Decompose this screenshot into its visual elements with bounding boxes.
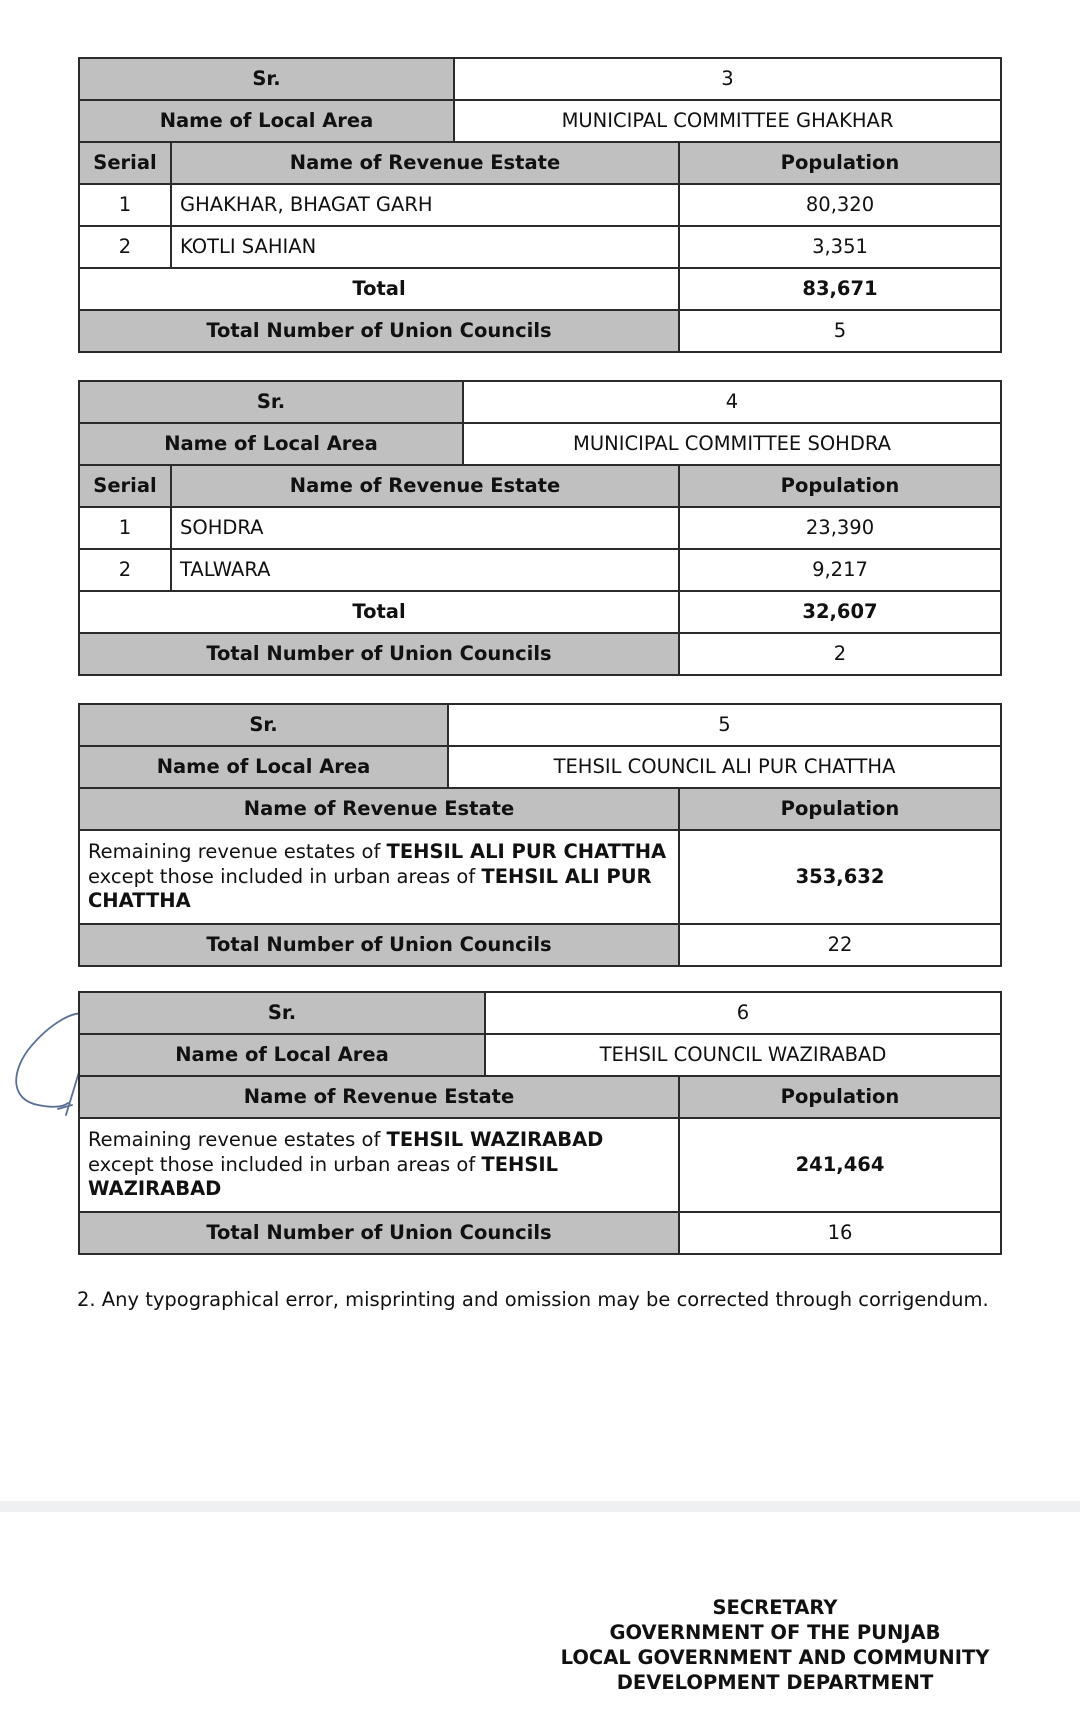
local-area-row — [79, 100, 1001, 142]
local-area-label: Name of Local Area — [79, 1034, 485, 1076]
table-row — [79, 507, 1001, 549]
local-area-table-4 — [78, 380, 1002, 676]
local-area-row — [79, 746, 1001, 788]
table-row — [79, 1118, 1001, 1212]
estate-cell: KOTLI SAHIAN — [171, 226, 679, 268]
estate-header: Name of Revenue Estate — [79, 1076, 679, 1118]
serial-cell: 2 — [79, 226, 171, 268]
population-header: Population — [679, 465, 1001, 507]
population-header: Population — [679, 142, 1001, 184]
local-area-table-6 — [78, 991, 1002, 1255]
column-headers — [79, 1076, 1001, 1118]
sr-label: Sr. — [79, 704, 448, 746]
serial-cell: 2 — [79, 549, 171, 591]
population-cell: 80,320 — [679, 184, 1001, 226]
signatory-dept-line2: DEVELOPMENT DEPARTMENT — [616, 1671, 934, 1694]
local-area-table-5 — [78, 703, 1002, 967]
union-councils-row — [79, 924, 1001, 966]
sr-row — [79, 704, 1001, 746]
union-councils-value: 5 — [679, 310, 1001, 352]
sr-label: Sr. — [79, 381, 463, 423]
union-councils-label: Total Number of Union Councils — [79, 924, 679, 966]
local-area-label: Name of Local Area — [79, 100, 454, 142]
estate-cell: GHAKHAR, BHAGAT GARH — [171, 184, 679, 226]
serial-header: Serial — [79, 465, 171, 507]
union-councils-value: 2 — [679, 633, 1001, 675]
desc-text: except those included in urban areas of — [88, 1152, 482, 1176]
revenue-estate-table — [78, 1075, 1002, 1255]
local-area-row — [79, 423, 1001, 465]
signatory-title: SECRETARY — [712, 1596, 838, 1619]
sr-row — [79, 58, 1001, 100]
table-row — [79, 549, 1001, 591]
sr-label: Sr. — [79, 58, 454, 100]
population-cell: 9,217 — [679, 549, 1001, 591]
local-area-header — [78, 991, 1002, 1077]
sr-value: 3 — [454, 58, 1001, 100]
estate-cell: TALWARA — [171, 549, 679, 591]
local-area-value: TEHSIL COUNCIL WAZIRABAD — [485, 1034, 1001, 1076]
serial-cell: 1 — [79, 507, 171, 549]
union-councils-label: Total Number of Union Councils — [79, 1212, 679, 1254]
signatory-dept-line1: LOCAL GOVERNMENT AND COMMUNITY — [560, 1646, 990, 1669]
serial-cell: 1 — [79, 184, 171, 226]
union-councils-value: 22 — [679, 924, 1001, 966]
population-header: Population — [679, 788, 1001, 830]
signature-block — [560, 1595, 990, 1695]
union-councils-row — [79, 633, 1001, 675]
total-row — [79, 268, 1001, 310]
estate-header: Name of Revenue Estate — [79, 788, 679, 830]
union-councils-value: 16 — [679, 1212, 1001, 1254]
revenue-estate-table — [78, 464, 1002, 676]
population-header: Population — [679, 1076, 1001, 1118]
estate-description — [79, 1118, 679, 1212]
local-area-header — [78, 703, 1002, 789]
local-area-header — [78, 380, 1002, 466]
local-area-value: MUNICIPAL COMMITTEE SOHDRA — [463, 423, 1001, 465]
local-area-header — [78, 57, 1002, 143]
local-area-value: TEHSIL COUNCIL ALI PUR CHATTHA — [448, 746, 1001, 788]
desc-text: Remaining revenue estates of — [88, 1128, 387, 1152]
local-area-table-3 — [78, 57, 1002, 353]
table-row — [79, 226, 1001, 268]
estate-description — [79, 830, 679, 924]
union-councils-row — [79, 1212, 1001, 1254]
population-cell: 3,351 — [679, 226, 1001, 268]
estate-header: Name of Revenue Estate — [171, 142, 679, 184]
population-cell: 23,390 — [679, 507, 1001, 549]
column-headers — [79, 142, 1001, 184]
sr-value: 6 — [485, 992, 1001, 1034]
desc-bold: TEHSIL ALI PUR CHATTHA — [88, 864, 652, 913]
desc-bold: TEHSIL WAZIRABAD — [386, 1128, 604, 1152]
table-row — [79, 184, 1001, 226]
signatory-org: GOVERNMENT OF THE PUNJAB — [609, 1621, 941, 1644]
union-councils-row — [79, 310, 1001, 352]
table-row — [79, 830, 1001, 924]
union-councils-label: Total Number of Union Councils — [79, 633, 679, 675]
revenue-estate-table — [78, 141, 1002, 353]
serial-header: Serial — [79, 142, 171, 184]
local-area-label: Name of Local Area — [79, 746, 448, 788]
page-separator — [0, 1501, 1080, 1512]
column-headers — [79, 465, 1001, 507]
revenue-estate-table — [78, 787, 1002, 967]
desc-text: except those included in urban areas of — [88, 864, 482, 888]
total-label: Total — [79, 591, 679, 633]
column-headers — [79, 788, 1001, 830]
sr-value: 5 — [448, 704, 1001, 746]
total-value: 83,671 — [679, 268, 1001, 310]
estate-header: Name of Revenue Estate — [171, 465, 679, 507]
sr-row — [79, 381, 1001, 423]
population-cell: 241,464 — [679, 1118, 1001, 1212]
local-area-label: Name of Local Area — [79, 423, 463, 465]
sr-value: 4 — [463, 381, 1001, 423]
desc-text: Remaining revenue estates of — [88, 840, 387, 864]
desc-bold: TEHSIL WAZIRABAD — [88, 1152, 559, 1201]
total-row — [79, 591, 1001, 633]
local-area-value: MUNICIPAL COMMITTEE GHAKHAR — [454, 100, 1001, 142]
estate-cell: SOHDRA — [171, 507, 679, 549]
sr-label: Sr. — [79, 992, 485, 1034]
local-area-row — [79, 1034, 1001, 1076]
sr-row — [79, 992, 1001, 1034]
total-label: Total — [79, 268, 679, 310]
desc-bold: TEHSIL ALI PUR CHATTHA — [386, 840, 667, 864]
total-value: 32,607 — [679, 591, 1001, 633]
union-councils-label: Total Number of Union Councils — [79, 310, 679, 352]
population-cell: 353,632 — [679, 830, 1001, 924]
corrigendum-note: 2. Any typographical error, misprinting and omission may be corrected through corrigendum. — [77, 1288, 989, 1311]
